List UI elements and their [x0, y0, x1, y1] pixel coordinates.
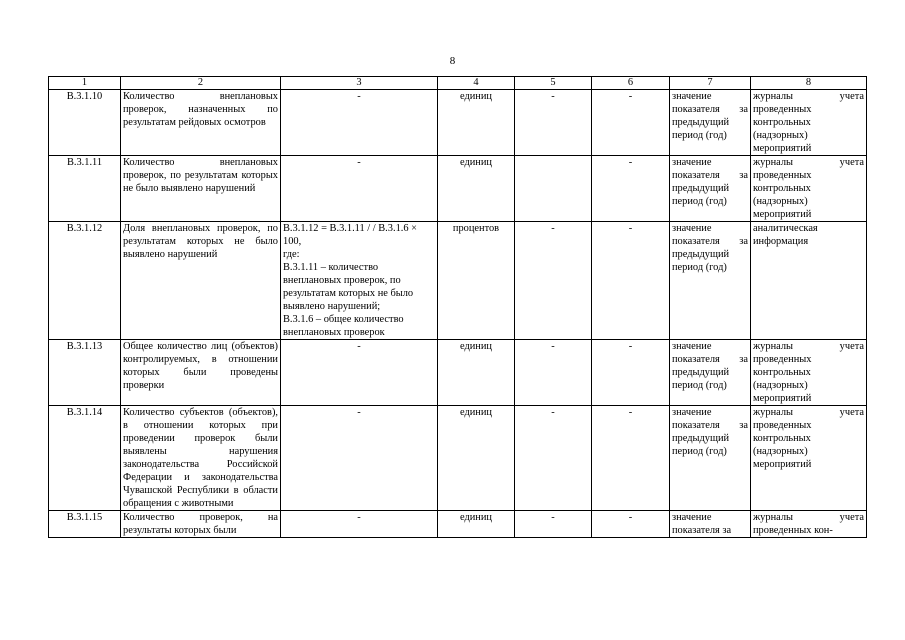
table-header-row	[49, 77, 867, 90]
indicator-source: журналы учета проведенных контрольных (надзорных) мероприятий	[751, 90, 867, 156]
indicator-source: журналы учета проведенных кон-	[751, 511, 867, 538]
indicator-unit: единиц	[438, 511, 515, 538]
indicator-code: В.3.1.11	[49, 156, 121, 222]
table-row	[49, 406, 867, 511]
table-row	[49, 340, 867, 406]
indicator-code: В.3.1.12	[49, 222, 121, 340]
indicator-name: Количество субъектов (объектов), в отношении которых при проведении проверок были выявлены нарушения законодательства Российской Федерации и законодательства Чувашской Республики в области обращения с животными	[121, 406, 281, 511]
indicator-code: В.3.1.10	[49, 90, 121, 156]
column-header: 3	[281, 77, 438, 90]
indicator-source: журналы учета проведенных контрольных (надзорных) мероприятий	[751, 406, 867, 511]
indicator-col6: -	[592, 340, 670, 406]
column-header: 6	[592, 77, 670, 90]
indicator-period: значение показателя за	[670, 511, 751, 538]
indicator-period: значение показателя за предыдущий период (год)	[670, 406, 751, 511]
indicator-source: журналы учета проведенных контрольных (надзорных) мероприятий	[751, 340, 867, 406]
indicator-code: В.3.1.15	[49, 511, 121, 538]
indicator-col6: -	[592, 90, 670, 156]
table-row	[49, 156, 867, 222]
table-row	[49, 511, 867, 538]
indicator-name: Количество внеплановых проверок, назначенных по результатам рейдовых осмотров	[121, 90, 281, 156]
indicator-formula: В.3.1.12 = В.3.1.11 / / В.3.1.6 × 100, где: В.3.1.11 – количество внеплановых проверок, по результатам которых не было выявлено нарушений; В.3.1.6 – общее количество внеплановых проверок	[281, 222, 438, 340]
indicator-col5: -	[515, 340, 592, 406]
indicator-name: Количество проверок, на результаты которых были	[121, 511, 281, 538]
indicator-unit: единиц	[438, 156, 515, 222]
indicator-period: значение показателя за предыдущий период (год)	[670, 340, 751, 406]
indicator-col5: -	[515, 222, 592, 340]
indicator-col5	[515, 156, 592, 222]
indicator-col5: -	[515, 511, 592, 538]
indicator-name: Общее количество лиц (объектов) контролируемых, в отношении которых были проведены проверки	[121, 340, 281, 406]
indicator-col5: -	[515, 406, 592, 511]
table-row	[49, 222, 867, 340]
column-header: 2	[121, 77, 281, 90]
indicator-col6: -	[592, 511, 670, 538]
indicator-period: значение показателя за предыдущий период (год)	[670, 90, 751, 156]
indicator-formula: -	[281, 406, 438, 511]
column-header: 8	[751, 77, 867, 90]
indicator-col6: -	[592, 222, 670, 340]
indicator-formula: -	[281, 340, 438, 406]
indicators-table	[48, 76, 867, 538]
page-number: 8	[449, 55, 456, 67]
indicator-source: аналитическая информация	[751, 222, 867, 340]
indicator-code: В.3.1.13	[49, 340, 121, 406]
column-header: 4	[438, 77, 515, 90]
indicator-formula: -	[281, 156, 438, 222]
indicator-formula: -	[281, 511, 438, 538]
indicator-unit: единиц	[438, 406, 515, 511]
indicator-unit: процентов	[438, 222, 515, 340]
indicator-period: значение показателя за предыдущий период (год)	[670, 156, 751, 222]
indicator-col6: -	[592, 406, 670, 511]
indicator-unit: единиц	[438, 340, 515, 406]
column-header: 5	[515, 77, 592, 90]
indicator-col6: -	[592, 156, 670, 222]
indicator-name: Количество внеплановых проверок, по результатам которых не было выявлено нарушений	[121, 156, 281, 222]
indicator-col5: -	[515, 90, 592, 156]
column-header: 7	[670, 77, 751, 90]
indicator-formula: -	[281, 90, 438, 156]
column-header: 1	[49, 77, 121, 90]
indicator-unit: единиц	[438, 90, 515, 156]
indicator-period: значение показателя за предыдущий период (год)	[670, 222, 751, 340]
indicator-source: журналы учета проведенных контрольных (надзорных) мероприятий	[751, 156, 867, 222]
indicator-code: В.3.1.14	[49, 406, 121, 511]
indicator-name: Доля внеплановых проверок, по результатам которых не было выявлено нарушений	[121, 222, 281, 340]
table-row	[49, 90, 867, 156]
